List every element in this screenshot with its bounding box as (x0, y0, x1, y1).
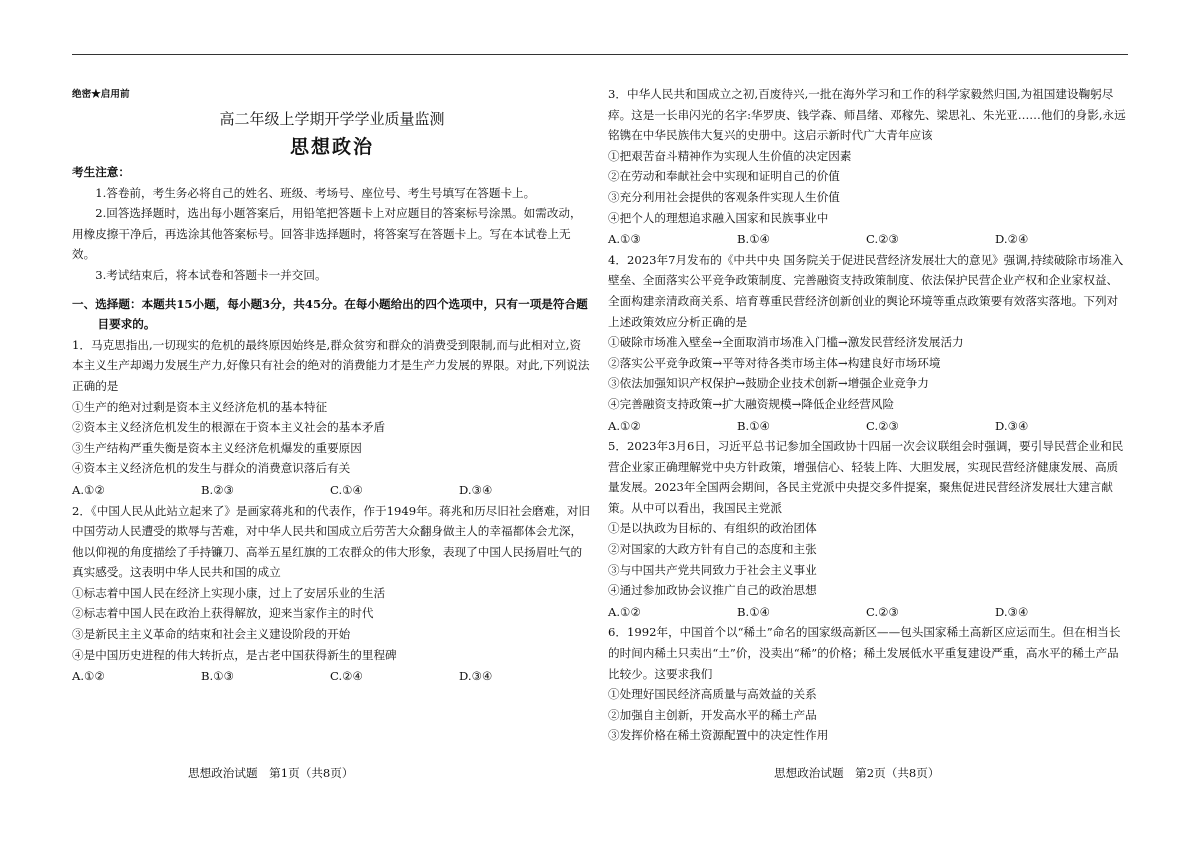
question-3 (608, 84, 1128, 250)
option-a: A.①③ (608, 232, 641, 247)
statement-item: ②资本主义经济危机发生的根源在于资本主义社会的基本矛盾 (72, 420, 386, 435)
statement-item: ④通过参加政协会议推广自己的政治思想 (608, 583, 817, 598)
notice-item: 3.考试结束后，将本试卷和答题卡一并交回。 (95, 267, 327, 282)
page-1-column (72, 84, 592, 687)
top-rule (72, 54, 1128, 55)
answer-options (608, 416, 1128, 437)
statement-item: ③发挥价格在稀土资源配置中的决定性作用 (608, 728, 829, 743)
statement-item: ①是以执政为目标的、有组织的政治团体 (608, 521, 817, 536)
question-4 (608, 250, 1128, 436)
question-1 (72, 335, 592, 501)
statement-item: ②落实公平竞争政策→平等对待各类市场主体→构建良好市场环境 (608, 355, 941, 370)
notice-item: 2.回答选择题时，选出每小题答案后，用铅笔把答题卡上对应题目的答案标号涂黑。如需改动，用橡皮擦干净后，再选涂其他答案标号。回答非选择题时，将答案写在答题卡上。写在本试卷上无效。 (72, 206, 582, 262)
page-2-column (608, 84, 1128, 746)
statement-item: ①处理好国民经济高质量与高效益的关系 (608, 687, 817, 702)
option-b: B.②③ (201, 482, 234, 497)
answer-options (608, 229, 1128, 250)
secret-mark: 绝密★启用前 (72, 89, 130, 100)
option-a: A.①② (72, 669, 105, 684)
option-d: D.③④ (995, 604, 1029, 619)
statement-item: ③依法加强知识产权保护→鼓励企业技术创新→增强企业竞争力 (608, 376, 929, 391)
statement-item: ③与中国共产党共同致力于社会主义事业 (608, 562, 817, 577)
option-a: A.①② (608, 604, 641, 619)
page-2-footer: 思想政治试题 第2页（共8页） (774, 766, 940, 780)
notice-heading: 考生注意： (72, 165, 130, 179)
option-c: C.①④ (330, 482, 363, 497)
answer-options (72, 666, 592, 687)
statement-item: ①标志着中国人民在经济上实现小康，过上了安居乐业的生活 (72, 585, 386, 600)
statement-item: ④把个人的理想追求融入国家和民族事业中 (608, 210, 829, 225)
statement-item: ③是新民主主义革命的结束和社会主义建设阶段的开始 (72, 627, 351, 642)
question-stem: 5．2023年3月6日，习近平总书记参加全国政协十四届一次会议联组会时强调，要引导民营企业和民营企业家正确理解党中央方针政策，增强信心、轻装上阵、大胆发展，实现民营经济健康发展、高质量发展。2023年全国两会期间，各民主党派中央提交多件提案，聚焦促进民营经济发展壮大建言献策。从中可以看出，我国民主党派 (608, 439, 1124, 515)
statement-item: ①破除市场准入壁垒→全面取消市场准入门槛→激发民营经济发展活力 (608, 335, 964, 350)
page-1-footer: 思想政治试题 第1页（共8页） (188, 766, 354, 780)
question-stem: 2．《中国人民从此站立起来了》是画家蒋兆和的代表作，作于1949年。蒋兆和历尽旧社会磨难，对旧中国劳动人民遭受的欺辱与苦难，对中华人民共和国成立后劳苦大众翻身做主人的幸福都体会尤深，他以仰视的角度描绘了手持镰刀、高举五星红旗的工农群众的伟大形象，表现了中国人民扬眉吐气的真实感受。这表明中华人民共和国的成立 (72, 503, 591, 580)
option-b: B.①④ (737, 418, 770, 433)
option-c: C.②③ (866, 418, 899, 433)
statement-item: ④资本主义经济危机的发生与群众的消费意识落后有关 (72, 461, 351, 476)
option-d: D.②④ (995, 232, 1029, 247)
question-stem: 6．1992年，中国首个以“稀土”命名的国家级高新区——包头国家稀土高新区应运而生。但在相当长的时间内稀土只卖出“土”价，没卖出“稀”的价格；稀土发展低水平重复建设严重，高水平的稀土产品比较少。这要求我们 (608, 625, 1121, 681)
statement-item: ②对国家的大政方针有自己的态度和主张 (608, 542, 817, 557)
answer-options (72, 480, 592, 501)
option-b: B.①④ (737, 232, 770, 247)
option-d: D.③④ (459, 482, 493, 497)
notice-item: 1.答卷前，考生务必将自己的姓名、班级、考场号、座位号、考生号填写在答题卡上。 (95, 185, 536, 200)
statement-item: ③充分利用社会提供的客观条件实现人生价值 (608, 189, 840, 204)
statement-item: ④是中国历史进程的伟大转折点，是古老中国获得新生的里程碑 (72, 647, 397, 662)
statement-item: ④完善融资支持政策→扩大融资规模→降低企业经营风险 (608, 396, 895, 411)
question-stem: 4．2023年7月发布的《中共中央 国务院关于促进民营经济发展壮大的意见》强调,持续破除市场准入壁垒、全面落实公平竞争政策制度、完善融资支持政策制度、依法保护民营企业产权和企业家权益、全面构建亲清政商关系、培育尊重民营经济创新创业的舆论环境等重点政策要有效落实落地。下列对上述政策效应分析正确的是 (608, 252, 1124, 329)
subject-title: 思想政治 (289, 136, 374, 158)
statement-item: ③生产结构严重失衡是资本主义经济危机爆发的重要原因 (72, 440, 362, 455)
option-b: B.①④ (737, 604, 770, 619)
question-6 (608, 622, 1128, 746)
question-stem: 1．马克思指出,一切现实的危机的最终原因始终是,群众贫穷和群众的消费受到限制,而与此相对立,资本主义生产却竭力发展生产力,好像只有社会的绝对的消费能力才是生产力发展的界限。对此,下列说法正确的是 (72, 337, 590, 393)
option-a: A.①② (608, 418, 641, 433)
statement-item: ①生产的绝对过剩是资本主义经济危机的基本特征 (72, 399, 328, 414)
option-c: C.②③ (866, 232, 899, 247)
question-2 (72, 501, 592, 687)
option-c: C.②③ (866, 604, 899, 619)
question-5 (608, 436, 1128, 622)
answer-options (608, 602, 1128, 623)
option-d: D.③④ (995, 418, 1029, 433)
statement-item: ②在劳动和奉献社会中实现和证明自己的价值 (608, 169, 840, 184)
statement-item: ②标志着中国人民在政治上获得解放，迎来当家作主的时代 (72, 606, 374, 621)
statement-item: ②加强自主创新，开发高水平的稀土产品 (608, 707, 817, 722)
question-stem: 3．中华人民共和国成立之初,百废待兴,一批在海外学习和工作的科学家毅然归国,为祖国建设鞠躬尽瘁。这是一长串闪光的名字:华罗庚、钱学森、师昌绪、邓稼先、梁思礼、朱光亚……他们的身影,永远铭镌在中华民族伟大复兴的史册中。这启示新时代广大青年应该 (608, 87, 1126, 143)
option-b: B.①③ (201, 669, 234, 684)
section-heading: 一、选择题：本题共15小题，每小题3分，共45分。在每小题给出的四个选项中，只有一项是符合题目要求的。 (72, 296, 588, 332)
option-d: D.③④ (459, 669, 493, 684)
exam-title: 高二年级上学期开学学业质量监测 (219, 110, 445, 128)
statement-item: ①把艰苦奋斗精神作为实现人生价值的决定因素 (608, 148, 852, 163)
option-c: C.②④ (330, 669, 363, 684)
option-a: A.①② (72, 482, 105, 497)
